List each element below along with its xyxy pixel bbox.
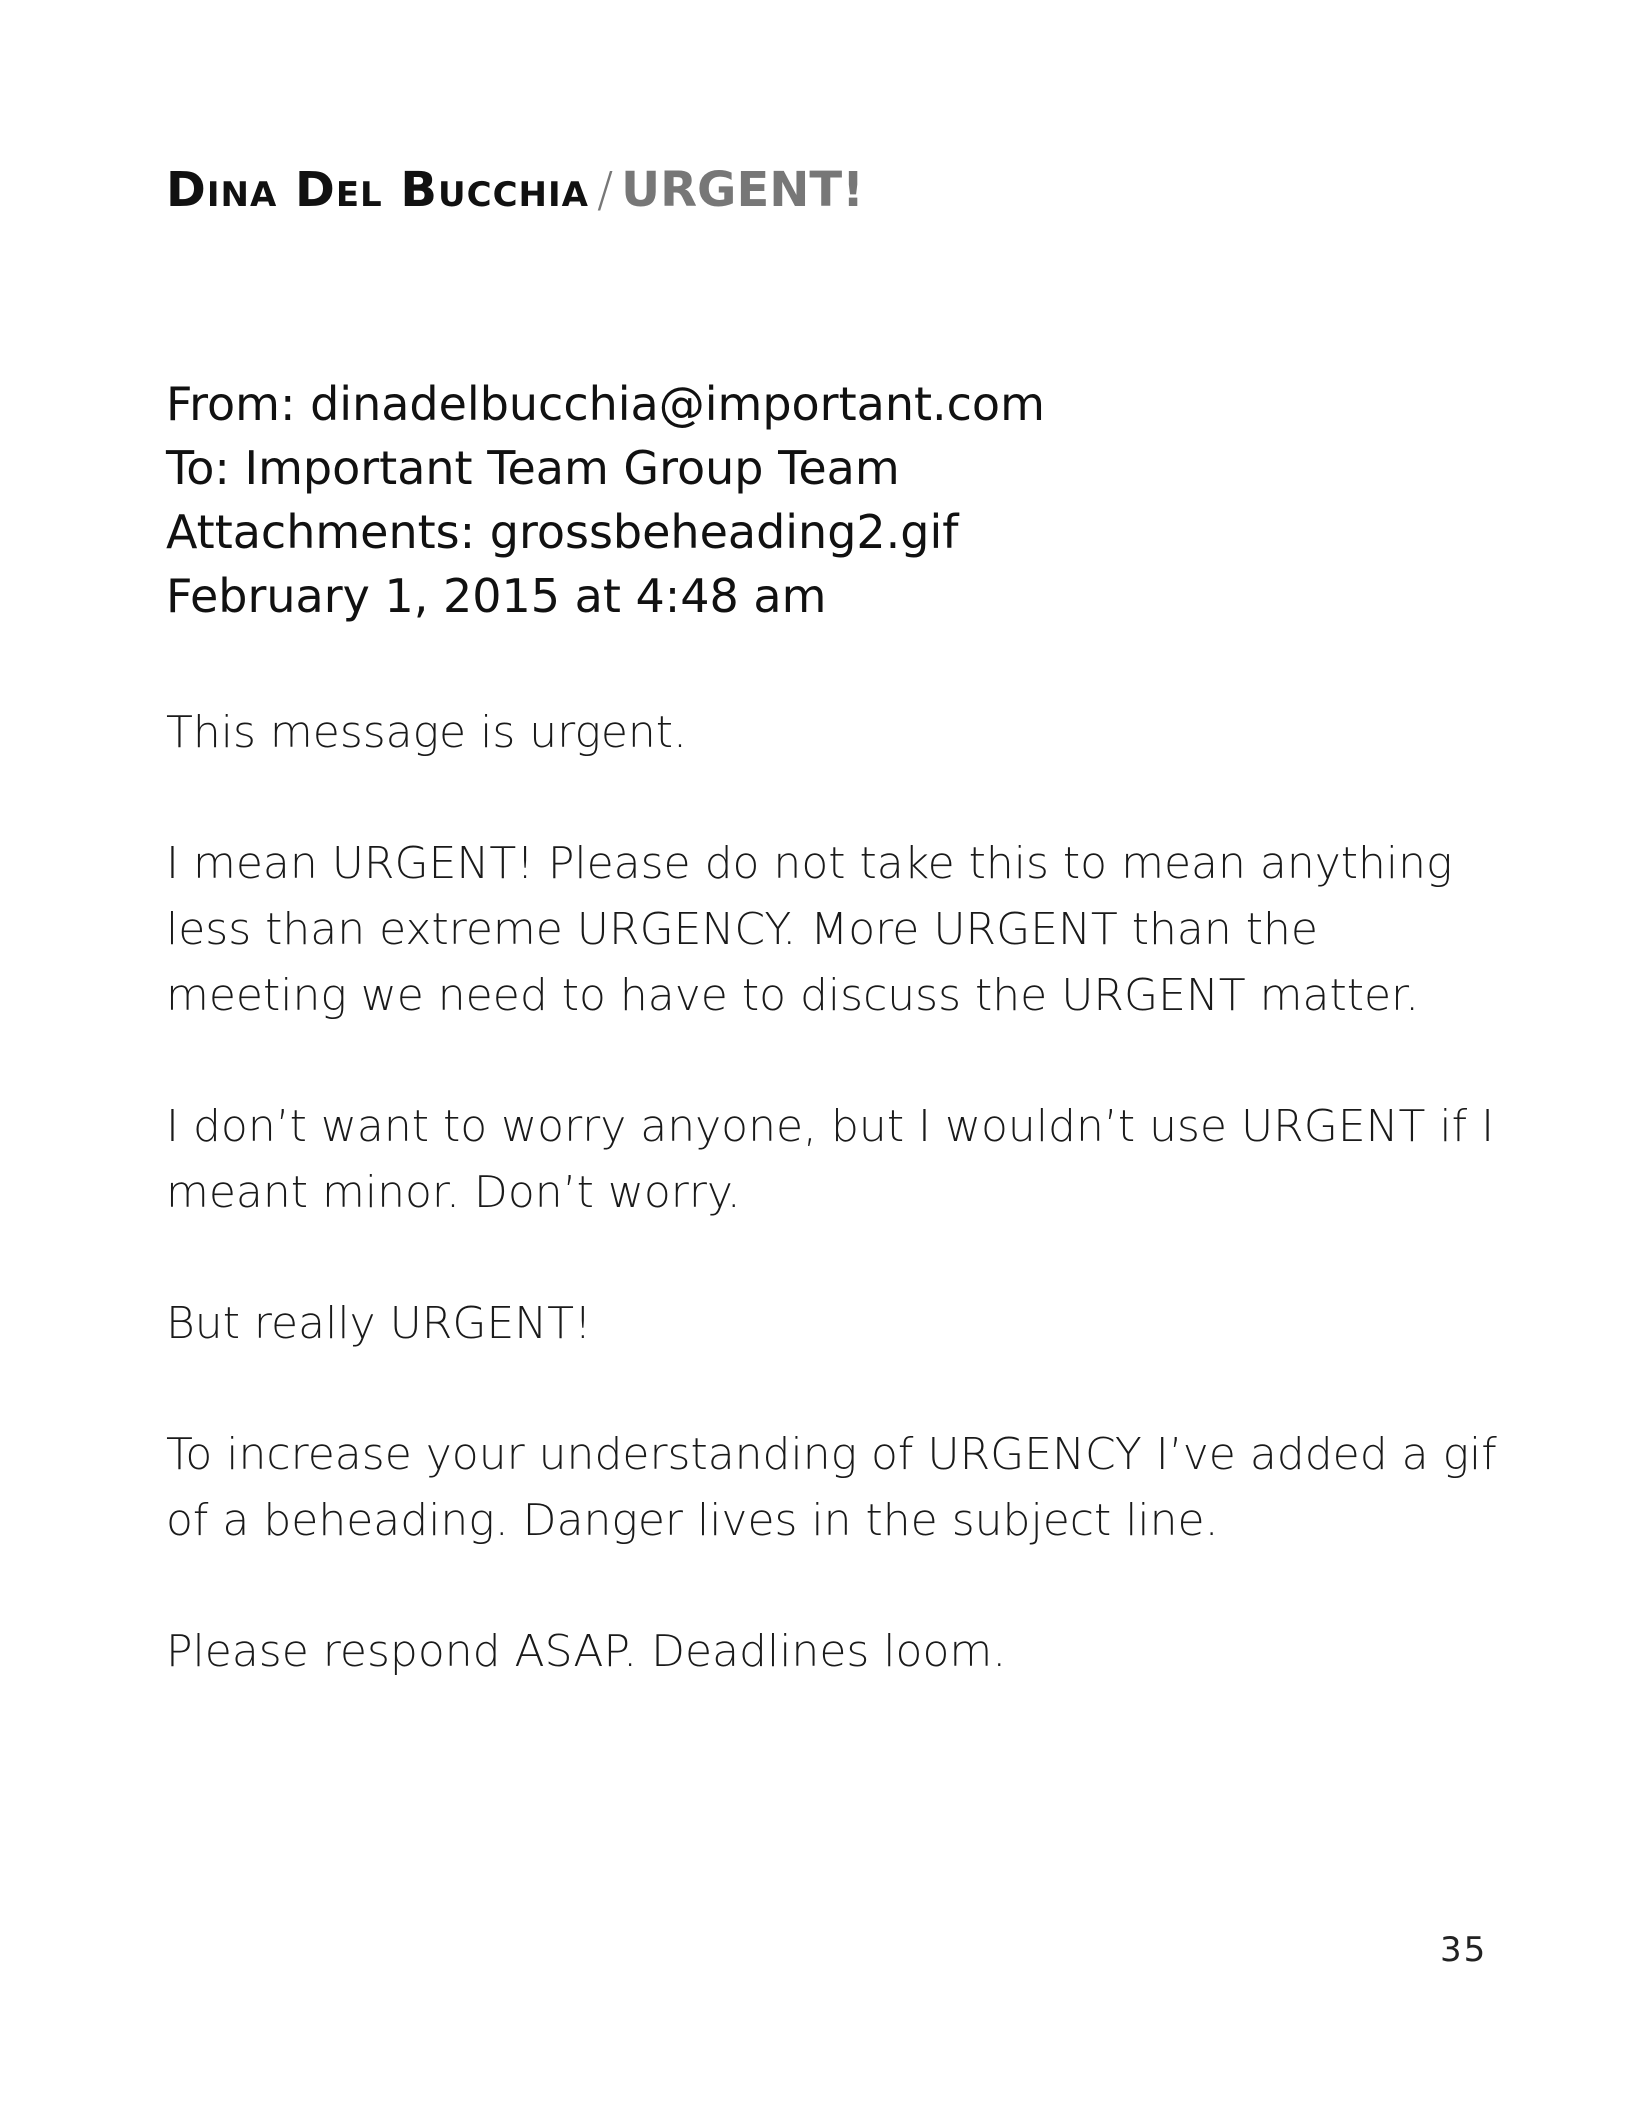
- poem-title: [166, 160, 864, 220]
- email-body: [166, 700, 1506, 1750]
- author-name: Dina Del Bucchia: [166, 162, 589, 218]
- body-paragraph: But really URGENT!: [166, 1298, 592, 1349]
- body-paragraph: I mean URGENT! Please do not take this to mean anything less than extreme URGENCY. More URGENT than the meeting we need to have to discuss the URGENT matter.: [166, 838, 1453, 1021]
- attachments-line: Attachments: grossbeheading2.gif: [166, 505, 959, 559]
- to-line: To: Important Team Group Team: [166, 441, 900, 495]
- body-paragraph: This message is urgent.: [166, 707, 688, 758]
- body-paragraph: To increase your understanding of URGENCY I’ve added a gif of a beheading. Danger lives in the subject line.: [166, 1429, 1497, 1546]
- poem-subject: URGENT!: [621, 162, 865, 218]
- body-paragraph: I don’t want to worry anyone, but I wouldn’t use URGENT if I meant minor. Don’t worry.: [166, 1101, 1495, 1218]
- body-paragraph: Please respond ASAP. Deadlines loom.: [166, 1626, 1007, 1677]
- page-number: 35: [1440, 1930, 1488, 1970]
- email-header: [166, 372, 1045, 628]
- title-separator: /: [596, 162, 614, 218]
- from-line: From: dinadelbucchia@important.com: [166, 377, 1045, 431]
- date-line: February 1, 2015 at 4:48 am: [166, 569, 827, 623]
